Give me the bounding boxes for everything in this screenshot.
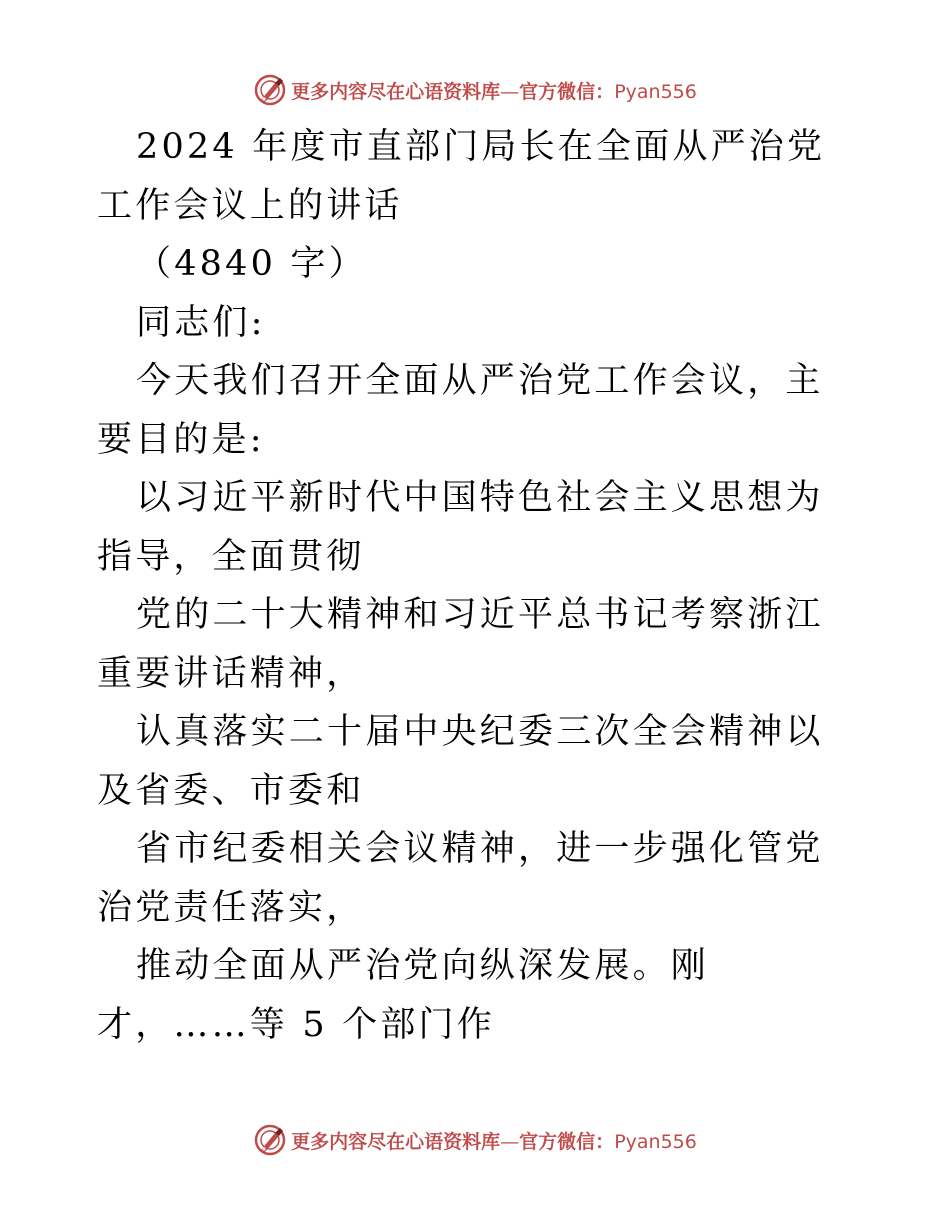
header-contact-id: Pyan556 <box>614 80 697 103</box>
footer-separator: — <box>500 1130 520 1153</box>
header-watermark-text <box>291 77 697 104</box>
footer-contact-label: 官方微信： <box>519 1130 615 1153</box>
header-separator: — <box>500 80 520 103</box>
document-title: 2024 年度市直部门局长在全面从严治党工作会议上的讲话 <box>97 127 826 226</box>
word-count: （4840 字） <box>136 244 367 284</box>
paragraph-3: 党的二十大精神和习近平总书记考察浙江重要讲话精神， <box>97 595 824 694</box>
footer-watermark-text <box>291 1127 697 1154</box>
salutation: 同志们: <box>136 302 266 343</box>
pen-logo-icon <box>253 73 287 107</box>
header-watermark <box>0 70 950 110</box>
paragraph-1: 今天我们召开全面从严治党工作会议，主要目的是: <box>97 361 824 460</box>
footer-watermark <box>0 1120 950 1160</box>
header-contact-label: 官方微信： <box>519 80 615 103</box>
footer-brand: 更多内容尽在心语资料库 <box>291 1130 501 1153</box>
document-body <box>97 118 857 1054</box>
header-brand: 更多内容尽在心语资料库 <box>291 80 501 103</box>
paragraph-6: 推动全面从严治党向纵深发展。刚才，……等 5 个部门作 <box>97 946 710 1045</box>
paragraph-2: 以习近平新时代中国特色社会主义思想为指导，全面贯彻 <box>97 478 824 577</box>
paragraph-4: 认真落实二十届中央纪委三次全会精神以及省委、市委和 <box>97 712 824 811</box>
pen-logo-icon <box>253 1123 287 1157</box>
paragraph-5: 省市纪委相关会议精神，进一步强化管党治党责任落实， <box>97 829 824 928</box>
footer-contact-id: Pyan556 <box>614 1130 697 1153</box>
